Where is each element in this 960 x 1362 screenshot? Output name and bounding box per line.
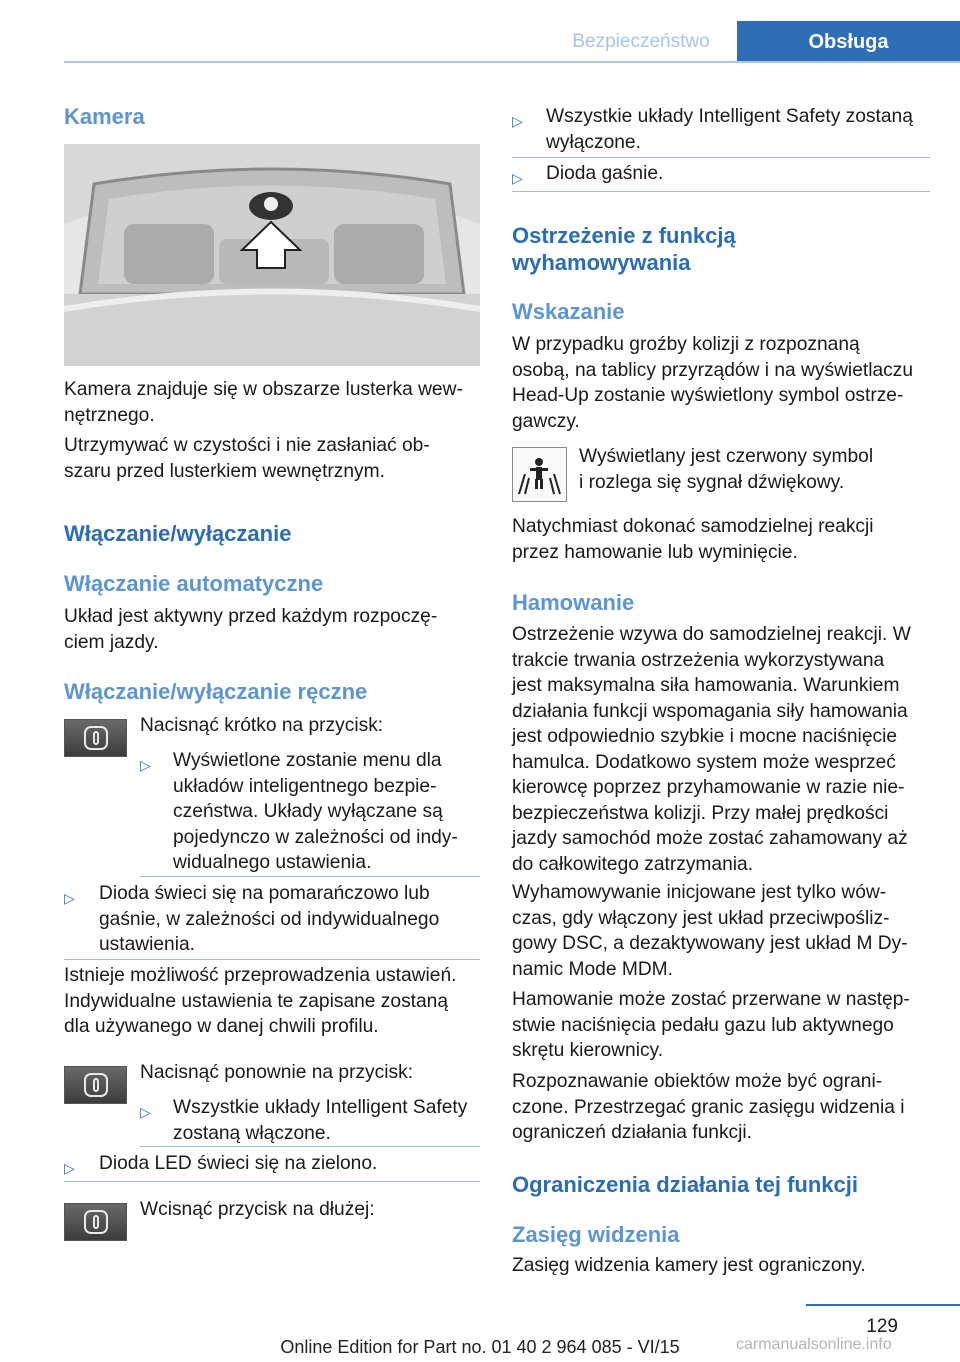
hamowanie-text: Ostrzeżenie wzywa do samodzielnej reakcji. W trakcie trwania ostrzeżenia wykorzystywana jest maksymalna siła hamowania. Warunkiem działania funkcji wspomagania siły hamowania jest odpowiednio szybkie i mocne naciśnięcie hamulca. Dodatkowo system może wesprzeć kierowcę poprzez przyhamowanie w razie nie- bezpieczeństwa kolizji. Przy małej prędkości jazdy samochód może zostać zahamowany aż do całkowitego zatrzymania. bbox=[512, 624, 911, 875]
kamera-text-2: Utrzymywać w czystości i nie zasłaniać ob- szaru przed lusterkiem wewnętrznym. bbox=[64, 435, 430, 482]
heading-wlaczanie-reczne: Włączanie/wyłączanie ręczne bbox=[64, 679, 368, 704]
btn2-bullet bbox=[140, 1095, 480, 1146]
safety-button-image-2 bbox=[64, 1066, 127, 1104]
heading-wlaczanie: Włączanie/wyłączanie bbox=[64, 521, 292, 546]
heading-wlaczanie-auto: Włączanie automatyczne bbox=[64, 571, 324, 596]
watermark: carmanualsonline.info bbox=[736, 1336, 892, 1353]
przerwane-text: Hamowanie może zostać przerwane w następ- stwie naciśnięcia pedału gazu lub aktywnego skrętu kierownicy. bbox=[512, 989, 910, 1061]
btn2-bullet-text: Wszystkie układy Intelligent Safety zostaną włączone. bbox=[173, 1097, 468, 1144]
right-bullet-1-text: Wszystkie układy Intelligent Safety zostaną wyłączone. bbox=[546, 106, 913, 153]
triangle-right-icon: ▷ bbox=[64, 1160, 75, 1176]
page-number: 129 bbox=[866, 1316, 898, 1337]
triangle-right-icon: ▷ bbox=[140, 1104, 151, 1120]
triangle-right-icon: ▷ bbox=[140, 757, 151, 773]
safety-button-image-3 bbox=[64, 1203, 127, 1241]
btn2-text: Nacisnąć ponownie na przycisk: bbox=[140, 1062, 414, 1083]
right-bullet-1 bbox=[512, 104, 930, 155]
natychmiast-text: Natychmiast dokonać samodzielnej reakcji przez hamowanie lub wyminięcie. bbox=[512, 516, 874, 563]
separator bbox=[140, 876, 480, 877]
separator bbox=[512, 191, 930, 192]
safety-button-image-1 bbox=[64, 719, 127, 757]
triangle-right-icon: ▷ bbox=[64, 890, 75, 906]
separator bbox=[64, 959, 480, 960]
dioda-bullet-2-text: Dioda LED świeci się na zielono. bbox=[99, 1153, 378, 1174]
tab-obsluga[interactable]: Obsługa bbox=[737, 21, 960, 63]
kamera-text-1: Kamera znajduje się w obszarze lusterka wew- nętrznego. bbox=[64, 379, 463, 426]
btn1-bullet bbox=[140, 748, 480, 876]
dioda-bullet-1 bbox=[64, 881, 480, 958]
heading-kamera: Kamera bbox=[64, 104, 145, 129]
auto-text: Układ jest aktywny przed każdym rozpoczę- ciem jazdy. bbox=[64, 606, 438, 653]
right-bullet-2 bbox=[512, 161, 930, 187]
header-divider bbox=[64, 61, 960, 63]
wskazanie-text: W przypadku groźby kolizji z rozpoznaną osobą, na tablicy przyrządów i na wyświetlaczu Head-Up zostanie wyświetlony symbol ostrze- gawczy. bbox=[512, 334, 913, 432]
dioda-bullet-1-text: Dioda świeci się na pomarańczowo lub gaśnie, w zależności od indywidualnego ustawienia. bbox=[99, 883, 440, 955]
zasieg-text: Zasięg widzenia kamery jest ograniczony. bbox=[512, 1255, 866, 1276]
camera-photo bbox=[64, 144, 480, 366]
right-bullet-2-text: Dioda gaśnie. bbox=[546, 163, 664, 184]
triangle-right-icon: ▷ bbox=[512, 113, 523, 129]
separator bbox=[140, 1146, 480, 1147]
symbol-text: Wyświetlany jest czerwony symbol i rozlega się sygnał dźwiękowy. bbox=[579, 446, 874, 493]
intelligent-safety-button-icon bbox=[84, 1210, 108, 1234]
istnieje-text: Istnieje możliwość przeprowadzenia ustawień. Indywidualne ustawienia te zapisane zostaną dla używanego w danej chwili profilu. bbox=[64, 965, 457, 1037]
heading-ostrzezenie: Ostrzeżenie z funkcją wyhamowywania bbox=[512, 223, 736, 275]
btn3-text: Wcisnąć przycisk na dłużej: bbox=[140, 1199, 375, 1220]
rozpoznawanie-text: Rozpoznawanie obiektów może być ograni- czone. Przestrzegać granic zasięgu widzenia i ograniczeń działania funkcji. bbox=[512, 1071, 905, 1143]
btn1-bullet-text: Wyświetlone zostanie menu dla układów inteligentnego bezpie- czeństwa. Układy wyłączane są pojedynczo w zależności od indy- widualnego ustawienia. bbox=[173, 750, 458, 873]
heading-hamowanie: Hamowanie bbox=[512, 590, 635, 615]
heading-zasieg: Zasięg widzenia bbox=[512, 1222, 680, 1247]
edition-text: Online Edition for Part no. 01 40 2 964 085 - VI/15 bbox=[280, 1337, 680, 1357]
btn1-text: Nacisnąć krótko na przycisk: bbox=[140, 715, 384, 736]
separator bbox=[64, 1181, 480, 1182]
intelligent-safety-button-icon bbox=[84, 726, 108, 750]
footer-line bbox=[806, 1304, 960, 1306]
intelligent-safety-button-icon bbox=[84, 1073, 108, 1097]
pedestrian-warning-icon bbox=[512, 447, 567, 502]
separator bbox=[512, 157, 930, 158]
heading-wskazanie: Wskazanie bbox=[512, 299, 625, 324]
dioda-bullet-2 bbox=[64, 1151, 480, 1177]
wyhamowywanie-text: Wyhamowywanie inicjowane jest tylko wów- czas, gdy włączony jest układ przeciwpośliz- gowy DSC, a dezaktywowany jest układ M Dy- namic Mode MDM. bbox=[512, 882, 908, 980]
tab-bezpieczenstwo[interactable]: Bezpieczeństwo bbox=[572, 31, 710, 52]
heading-ograniczenia: Ograniczenia działania tej funkcji bbox=[512, 1172, 858, 1197]
triangle-right-icon: ▷ bbox=[512, 170, 523, 186]
